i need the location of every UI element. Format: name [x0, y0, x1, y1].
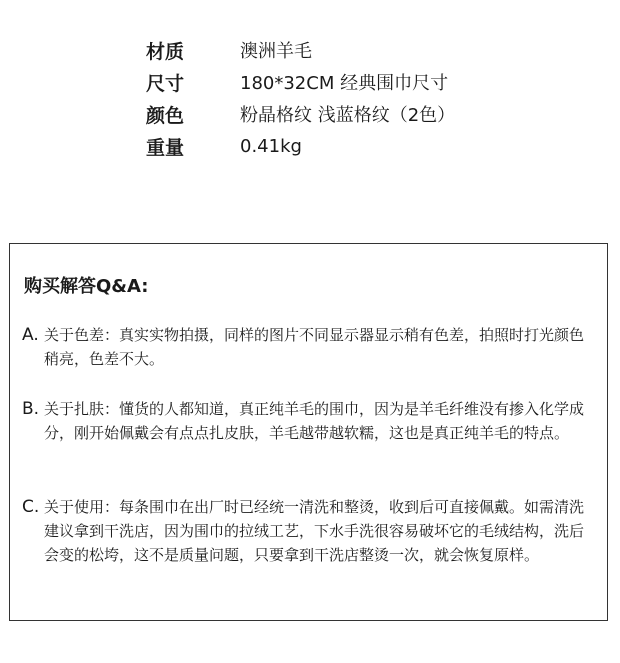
qa-box	[9, 243, 608, 621]
spec-label: 颜色	[146, 104, 185, 127]
spec-label: 尺寸	[146, 72, 185, 95]
spec-row-weight	[146, 130, 455, 162]
qa-marker: C.	[22, 497, 40, 517]
spec-label: 重量	[146, 136, 185, 159]
qa-item-b	[22, 397, 592, 445]
spec-value: 澳洲羊毛	[240, 41, 312, 62]
qa-title: 购买解答Q&A:	[24, 276, 149, 297]
spec-row-material	[146, 34, 455, 66]
spec-value: 180*32CM 经典围巾尺寸	[240, 73, 449, 94]
spec-row-size	[146, 66, 455, 98]
qa-text: 关于使用：每条围巾在出厂时已经统一清洗和整烫，收到后可直接佩戴。如需清洗建议拿到干洗店，因为围巾的拉绒工艺，下水手洗很容易破坏它的毛绒结构，洗后会变的松垮，这不是质量问题，只要拿到干洗店整烫一次，就会恢复原样。	[44, 498, 585, 564]
spec-table	[146, 34, 455, 162]
qa-marker: B.	[22, 399, 40, 419]
qa-item-a	[22, 323, 592, 371]
qa-text: 关于扎肤：懂货的人都知道，真正纯羊毛的围巾，因为是羊毛纤维没有掺入化学成分，刚开始佩戴会有点点扎皮肤，羊毛越带越软糯，这也是真正纯羊毛的特点。	[44, 400, 585, 442]
qa-marker: A.	[22, 325, 39, 345]
qa-item-c	[22, 495, 592, 567]
spec-row-color	[146, 98, 455, 130]
qa-text: 关于色差：真实实物拍摄，同样的图片不同显示器显示稍有色差，拍照时打光颜色稍亮，色差不大。	[44, 326, 585, 368]
spec-value: 粉晶格纹 浅蓝格纹（2色）	[240, 105, 456, 126]
spec-label: 材质	[146, 40, 185, 63]
spec-value: 0.41kg	[240, 135, 302, 157]
